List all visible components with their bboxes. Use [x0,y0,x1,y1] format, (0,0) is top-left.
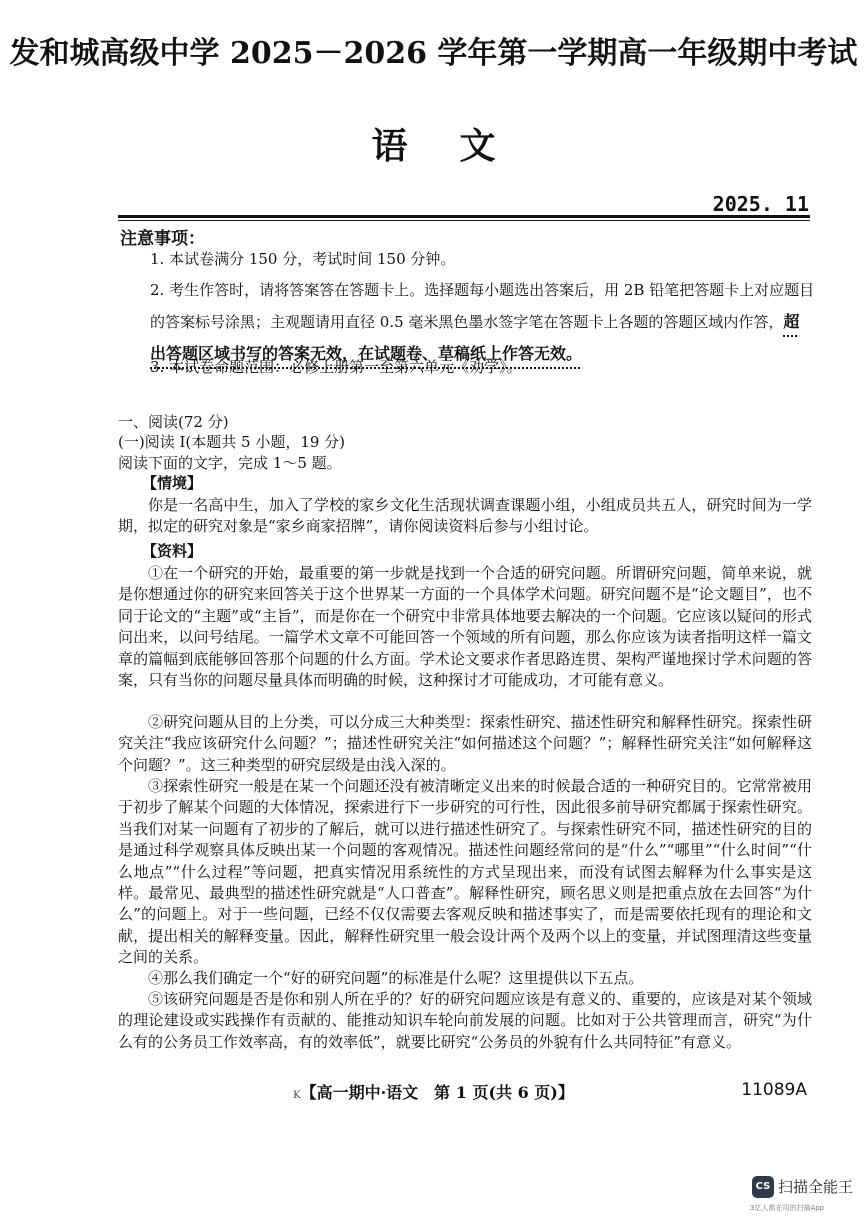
footer-mark: K [293,1090,301,1101]
part-title: 一、阅读(72 分) [118,413,229,431]
material-paragraph-3: ③探索性研究一般是在某一个问题还没有被清晰定义出来的时候最合适的一种研究目的。它常常被用于初步了解某个问题的大体情况，探索进行下一步研究的可行性，因此很多前导研究都属于探索性研究。当我们对某一问题有了初步的了解后，就可以进行描述性研究了。与探索性研究不同，描述性研究的目的是通过科学观察具体反映出某一个问题的客观情况。描述性问题经常问的是“什么”“哪里”“什么时间”“什么地点”“什么过程”等问题，把真实情况用系统性的方式呈现出来，而没有试图去解释为什么事实是这样。最常见、最典型的描述性研究就是“人口普查”。解释性研究，顾名思义则是把重点放在去回答“为什么”的问题上。对于一些问题，已经不仅仅需要去客观反映和描述事实了，而是需要依托现有的理论和文献，提出相关的解释变量。因此，解释性研究里一般会设计两个及两个以上的变量，并试图理清这些变量之间的关系。 [118,777,812,967]
material-paragraph-4: ④那么我们确定一个“好的研究问题”的标准是什么呢？这里提供以下五点。 [148,969,644,987]
note-item-1: 1. 本试卷满分 150 分，考试时间 150 分钟。 [150,250,456,268]
subpart-title: (一)阅读 Ⅰ(本题共 5 小题，19 分) [118,433,346,451]
page-footer [0,1080,867,1103]
note-item-2-text: 2. 考生作答时，请将答案答在答题卡上。选择题每小题选出答案后，用 2B 铅笔把答题卡上对应题目的答案标号涂黑；主观题请用直径 0.5 毫米黑色墨水签字笔在答题卡上各题的答题区域内作答， [150,281,815,331]
notes-heading: 注意事项： [120,229,205,249]
scanner-logo-icon: CS [752,1176,774,1198]
exam-date: 2025. 11 [712,192,809,216]
material-label: 【资料】 [142,542,203,560]
footer-page-info: 【高一期中·语文 第 1 页(共 6 页)】 [300,1083,574,1102]
exam-title: 发和城高级中学 2025－2026 学年第一学期高一年级期中考试 [9,36,858,71]
material-paragraph-1: ①在一个研究的开始，最重要的第一步就是找到一个合适的研究问题。所谓研究问题，简单来说，就是你想通过你的研究来回答关于这个世界某一方面的一个具体学术问题。研究问题不是“论文题目”，也不同于论文的“主题”或“主旨”，而是你在一个研究中非常具体地要去解决的一个问题。它应该以疑问的形式问出来，以问号结尾。一篇学术文章不可能回答一个领域的所有问题，那么你应该为读者指明这样一篇文章的篇幅到底能够回答那个问题的什么方面。学术论文要求作者思路连贯、架构严谨地探讨学术问题的答案，只有当你的问题尽量具体而明确的时候，这种探讨才可能成功，才可能有意义。 [118,564,812,690]
header-divider-thick [118,215,810,218]
scanner-watermark-name: 扫描全能王 [778,1178,854,1196]
header-divider-thin [118,220,810,221]
context-paragraph: 你是一名高中生，加入了学校的家乡文化生活现状调查课题小组，小组成员共五人，研究时间为一学期，拟定的研究对象是“家乡商家招牌”，请你阅读资料后参与小组讨论。 [118,496,812,535]
note-item-2-emphasis: 超出答题区域书写的答案无效，在试题卷、草稿纸上作答无效。 [150,312,800,363]
material-paragraph-2: ②研究问题从目的上分类，可以分成三大种类型：探索性研究、描述性研究和解释性研究。探索性研究关注“我应该研究什么问题？”；描述性研究关注“如何描述这个问题？”；解释性研究关注“如何解释这个问题？”。这三种类型的研究层级是由浅入深的。 [118,713,812,774]
material-paragraph-5: ⑤该研究问题是否是你和别人所在乎的？好的研究问题应该是有意义的、重要的，应该是对某个领域的理论建设或实践操作有贡献的、能推动知识车轮向前发展的问题。比如对于公共管理而言，研究“为什么有的公务员工作效率高，有的效率低”，就要比研究“公务员的外貌有什么共同特征”有意义。 [118,990,812,1051]
context-label: 【情境】 [142,474,203,492]
reading-instruction: 阅读下面的文字，完成 1～5 题。 [118,454,342,472]
subject-title: 语文 [371,125,548,167]
note-item-3: 3. 本试卷命题范围：必修上册第一至第六单元《劝学》。 [150,358,522,376]
document-code: 11089A [741,1080,807,1100]
scanner-watermark-tagline: 3亿人都在用的扫描App [750,1204,825,1212]
